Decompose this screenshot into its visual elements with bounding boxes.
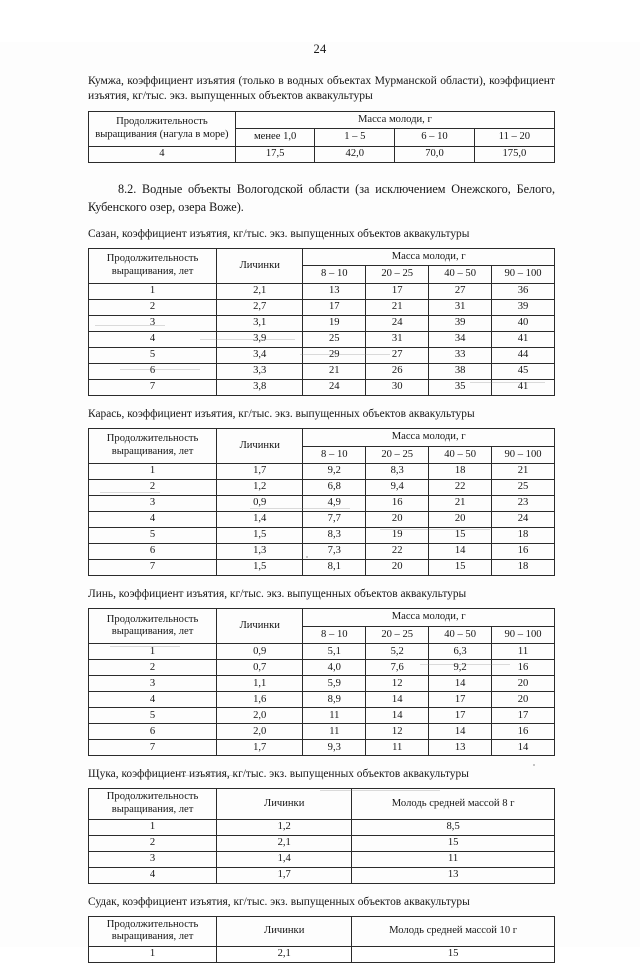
- col-subheader-0: 8 – 10: [303, 626, 366, 644]
- table-row: [89, 835, 555, 851]
- cell-larvae: 3,1: [217, 315, 303, 331]
- cell-value: 42,0: [315, 146, 395, 162]
- cell-value: 17,5: [235, 146, 315, 162]
- table-row: [89, 644, 555, 660]
- cell-value: 20: [366, 512, 429, 528]
- cell-value: 9,3: [303, 740, 366, 756]
- cell-years: 5: [89, 528, 217, 544]
- cell-value: 14: [366, 708, 429, 724]
- cell-larvae: 0,9: [217, 644, 303, 660]
- cell-years: 1: [89, 946, 217, 962]
- cell-larvae: 0,7: [217, 660, 303, 676]
- cell-value: 14: [492, 740, 555, 756]
- cell-value: 15: [429, 528, 492, 544]
- cell-value: 45: [492, 363, 555, 379]
- cell-value: 31: [429, 299, 492, 315]
- col-header-duration: Продолжительность выращивания (нагула в море): [89, 111, 236, 146]
- page-number: 24: [313, 42, 327, 56]
- cell-value: 14: [429, 724, 492, 740]
- cell-value: 41: [492, 379, 555, 395]
- cell-value: 30: [366, 379, 429, 395]
- table-header-row: [89, 609, 555, 627]
- cell-value: 31: [366, 331, 429, 347]
- cell-value: 21: [366, 299, 429, 315]
- table-row: [89, 496, 555, 512]
- cell-years: 4: [89, 512, 217, 528]
- cell-value: 6,8: [303, 480, 366, 496]
- table-row: [89, 512, 555, 528]
- cell-value: 21: [492, 464, 555, 480]
- cell-larvae: 1,2: [217, 819, 352, 835]
- cell-years: 1: [89, 819, 217, 835]
- col-subheader-1: 20 – 25: [366, 626, 429, 644]
- table-row: [89, 283, 555, 299]
- col-subheader-3: 90 – 100: [492, 626, 555, 644]
- cell-years: 3: [89, 496, 217, 512]
- col-group-header-mass: Масса молоди, г: [235, 111, 554, 129]
- cell-value: 17: [429, 692, 492, 708]
- cell-value: 8,3: [303, 528, 366, 544]
- cell-years: 6: [89, 724, 217, 740]
- col-subheader-0: 8 – 10: [303, 446, 366, 464]
- cell-value: 27: [366, 347, 429, 363]
- table-row: [89, 819, 555, 835]
- cell-value: 35: [429, 379, 492, 395]
- cell-value: 5,1: [303, 644, 366, 660]
- table-row: [89, 692, 555, 708]
- cell-value: 27: [429, 283, 492, 299]
- cell-value: 8,1: [303, 560, 366, 576]
- cell-years: 2: [89, 660, 217, 676]
- cell-value: 15: [352, 946, 555, 962]
- caption-shchuka: Щука, коэффициент изъятия, кг/тыс. экз. выпущенных объектов аквакультуры: [88, 768, 469, 781]
- cell-larvae: 3,8: [217, 379, 303, 395]
- document-page: [0, 42, 640, 959]
- cell-value: 20: [492, 676, 555, 692]
- table-row: [89, 480, 555, 496]
- cell-larvae: 3,3: [217, 363, 303, 379]
- cell-larvae: 1,3: [217, 544, 303, 560]
- cell-larvae: 2,1: [217, 835, 352, 851]
- col-header-juvenile-mass: Молодь средней массой 8 г: [352, 789, 555, 819]
- table-kumzha: [88, 111, 555, 163]
- cell-value: 14: [366, 692, 429, 708]
- cell-value: 19: [366, 528, 429, 544]
- cell-value: 16: [492, 724, 555, 740]
- col-header-duration: Продолжительность выращивания, лет: [89, 916, 217, 946]
- cell-value: 6,3: [429, 644, 492, 660]
- cell-value: 5,9: [303, 676, 366, 692]
- cell-value: 7,3: [303, 544, 366, 560]
- cell-larvae: 2,1: [217, 946, 352, 962]
- cell-larvae: 3,4: [217, 347, 303, 363]
- cell-value: 13: [303, 283, 366, 299]
- cell-value: 9,2: [429, 660, 492, 676]
- cell-value: 11: [492, 644, 555, 660]
- cell-value: 21: [303, 363, 366, 379]
- cell-value: 22: [429, 480, 492, 496]
- cell-years: 4: [89, 146, 236, 162]
- cell-years: 5: [89, 347, 217, 363]
- col-subheader-2: 40 – 50: [429, 266, 492, 284]
- caption-sazan: Сазан, коэффициент изъятия, кг/тыс. экз. выпущенных объектов аквакультуры: [88, 227, 470, 240]
- cell-value: 9,2: [303, 464, 366, 480]
- cell-value: 12: [366, 676, 429, 692]
- col-header-juvenile-mass: Молодь средней массой 10 г: [352, 916, 555, 946]
- col-header-duration: Продолжительность выращивания, лет: [89, 428, 217, 463]
- cell-years: 4: [89, 867, 217, 883]
- table-sudak: [88, 916, 555, 963]
- cell-value: 18: [492, 528, 555, 544]
- cell-value: 11: [366, 740, 429, 756]
- cell-value: 7,7: [303, 512, 366, 528]
- table-header-row: [89, 248, 555, 266]
- cell-value: 24: [366, 315, 429, 331]
- cell-value: 14: [429, 676, 492, 692]
- cell-larvae: 1,7: [217, 740, 303, 756]
- cell-years: 1: [89, 283, 217, 299]
- cell-larvae: 1,2: [217, 480, 303, 496]
- cell-value: 11: [352, 851, 555, 867]
- col-header-larvae: Личинки: [217, 428, 303, 463]
- col-subheader-3: 90 – 100: [492, 266, 555, 284]
- col-subheader-1: 20 – 25: [366, 266, 429, 284]
- col-subheader-0: 8 – 10: [303, 266, 366, 284]
- col-header-larvae: Личинки: [217, 609, 303, 644]
- col-group-header-mass: Масса молоди, г: [303, 248, 555, 266]
- cell-value: 15: [352, 835, 555, 851]
- col-header-larvae: Личинки: [217, 789, 352, 819]
- cell-value: 39: [429, 315, 492, 331]
- col-subheader-3: 90 – 100: [492, 446, 555, 464]
- cell-value: 16: [492, 544, 555, 560]
- cell-years: 3: [89, 676, 217, 692]
- section-heading-8-2: 8.2. Водные объекты Вологодской области (за исключением Онежского, Белого, Кубенского озер, озера Воже).: [88, 181, 555, 214]
- cell-value: 22: [366, 544, 429, 560]
- cell-value: 17: [303, 299, 366, 315]
- col-header-duration: Продолжительность выращивания, лет: [89, 248, 217, 283]
- cell-years: 7: [89, 740, 217, 756]
- cell-value: 18: [492, 560, 555, 576]
- table-row: [89, 867, 555, 883]
- cell-larvae: 1,6: [217, 692, 303, 708]
- table-header-row: [89, 789, 555, 819]
- table-row: [89, 347, 555, 363]
- cell-value: 18: [429, 464, 492, 480]
- table-row: [89, 544, 555, 560]
- cell-value: 4,0: [303, 660, 366, 676]
- cell-larvae: 1,7: [217, 464, 303, 480]
- table-row: [89, 379, 555, 395]
- cell-value: 25: [303, 331, 366, 347]
- col-header-larvae: Личинки: [217, 916, 352, 946]
- cell-value: 5,2: [366, 644, 429, 660]
- cell-larvae: 2,1: [217, 283, 303, 299]
- cell-value: 8,9: [303, 692, 366, 708]
- col-subheader-2: 6 – 10: [395, 129, 475, 147]
- cell-years: 6: [89, 544, 217, 560]
- cell-value: 40: [492, 315, 555, 331]
- table-row: [89, 331, 555, 347]
- cell-larvae: 1,4: [217, 851, 352, 867]
- col-header-larvae: Личинки: [217, 248, 303, 283]
- table-header-row: [89, 916, 555, 946]
- cell-value: 8,3: [366, 464, 429, 480]
- cell-value: 21: [429, 496, 492, 512]
- cell-value: 70,0: [395, 146, 475, 162]
- cell-years: 3: [89, 851, 217, 867]
- col-header-duration: Продолжительность выращивания, лет: [89, 789, 217, 819]
- caption-sudak: Судак, коэффициент изъятия, кг/тыс. экз. выпущенных объектов аквакультуры: [88, 895, 470, 908]
- cell-years: 4: [89, 692, 217, 708]
- table-row: [89, 560, 555, 576]
- table-shchuka: [88, 788, 555, 883]
- table-row: [89, 946, 555, 962]
- cell-value: 24: [303, 379, 366, 395]
- table-row: [89, 528, 555, 544]
- cell-value: 12: [366, 724, 429, 740]
- cell-value: 11: [303, 708, 366, 724]
- table-row: [89, 660, 555, 676]
- cell-value: 7,6: [366, 660, 429, 676]
- cell-value: 38: [429, 363, 492, 379]
- cell-larvae: 2,0: [217, 724, 303, 740]
- cell-larvae: 1,4: [217, 512, 303, 528]
- cell-larvae: 1,1: [217, 676, 303, 692]
- cell-value: 8,5: [352, 819, 555, 835]
- cell-value: 17: [366, 283, 429, 299]
- table-sazan: [88, 248, 555, 396]
- col-subheader-0: менее 1,0: [235, 129, 315, 147]
- table-row: [89, 146, 555, 162]
- cell-years: 2: [89, 299, 217, 315]
- table-row: [89, 299, 555, 315]
- cell-value: 14: [429, 544, 492, 560]
- table-row: [89, 851, 555, 867]
- table-header-row: [89, 111, 555, 129]
- cell-larvae: 0,9: [217, 496, 303, 512]
- cell-value: 33: [429, 347, 492, 363]
- table-row: [89, 676, 555, 692]
- cell-larvae: 1,5: [217, 528, 303, 544]
- caption-lin: Линь, коэффициент изъятия, кг/тыс. экз. выпущенных объектов аквакультуры: [88, 588, 467, 601]
- cell-value: 20: [429, 512, 492, 528]
- cell-value: 9,4: [366, 480, 429, 496]
- col-group-header-mass: Масса молоди, г: [303, 609, 555, 627]
- intro-paragraph: Кумжа, коэффициент изъятия (только в водных объектах Мурманской области), коэффициент изъятия, кг/тыс. экз. выпущенных объектов аквакультуры: [88, 74, 555, 103]
- cell-value: 20: [492, 692, 555, 708]
- cell-years: 3: [89, 315, 217, 331]
- cell-value: 13: [429, 740, 492, 756]
- cell-value: 16: [492, 660, 555, 676]
- cell-value: 20: [366, 560, 429, 576]
- cell-larvae: 2,0: [217, 708, 303, 724]
- caption-karas: Карась, коэффициент изъятия, кг/тыс. экз. выпущенных объектов аквакультуры: [88, 407, 475, 420]
- cell-value: 17: [492, 708, 555, 724]
- col-subheader-1: 1 – 5: [315, 129, 395, 147]
- cell-value: 15: [429, 560, 492, 576]
- cell-years: 7: [89, 379, 217, 395]
- cell-value: 23: [492, 496, 555, 512]
- cell-years: 6: [89, 363, 217, 379]
- cell-value: 44: [492, 347, 555, 363]
- table-karas: [88, 428, 555, 576]
- col-subheader-1: 20 – 25: [366, 446, 429, 464]
- cell-value: 39: [492, 299, 555, 315]
- cell-value: 34: [429, 331, 492, 347]
- cell-years: 7: [89, 560, 217, 576]
- table-header-row: [89, 428, 555, 446]
- page-content: [0, 73, 640, 963]
- cell-larvae: 3,9: [217, 331, 303, 347]
- table-row: [89, 464, 555, 480]
- cell-value: 26: [366, 363, 429, 379]
- cell-value: 4,9: [303, 496, 366, 512]
- cell-value: 19: [303, 315, 366, 331]
- cell-years: 1: [89, 464, 217, 480]
- cell-years: 2: [89, 835, 217, 851]
- cell-value: 29: [303, 347, 366, 363]
- cell-value: 24: [492, 512, 555, 528]
- cell-years: 5: [89, 708, 217, 724]
- table-row: [89, 740, 555, 756]
- cell-value: 36: [492, 283, 555, 299]
- cell-value: 175,0: [474, 146, 554, 162]
- cell-years: 2: [89, 480, 217, 496]
- cell-value: 16: [366, 496, 429, 512]
- col-subheader-2: 40 – 50: [429, 446, 492, 464]
- col-subheader-2: 40 – 50: [429, 626, 492, 644]
- table-row: [89, 363, 555, 379]
- cell-years: 4: [89, 331, 217, 347]
- cell-larvae: 1,5: [217, 560, 303, 576]
- cell-value: 25: [492, 480, 555, 496]
- cell-years: 1: [89, 644, 217, 660]
- cell-value: 41: [492, 331, 555, 347]
- table-row: [89, 315, 555, 331]
- table-lin: [88, 608, 555, 756]
- col-group-header-mass: Масса молоди, г: [303, 428, 555, 446]
- cell-value: 17: [429, 708, 492, 724]
- cell-larvae: 1,7: [217, 867, 352, 883]
- cell-larvae: 2,7: [217, 299, 303, 315]
- col-subheader-3: 11 – 20: [474, 129, 554, 147]
- col-header-duration: Продолжительность выращивания, лет: [89, 609, 217, 644]
- table-row: [89, 708, 555, 724]
- cell-value: 11: [303, 724, 366, 740]
- table-row: [89, 724, 555, 740]
- cell-value: 13: [352, 867, 555, 883]
